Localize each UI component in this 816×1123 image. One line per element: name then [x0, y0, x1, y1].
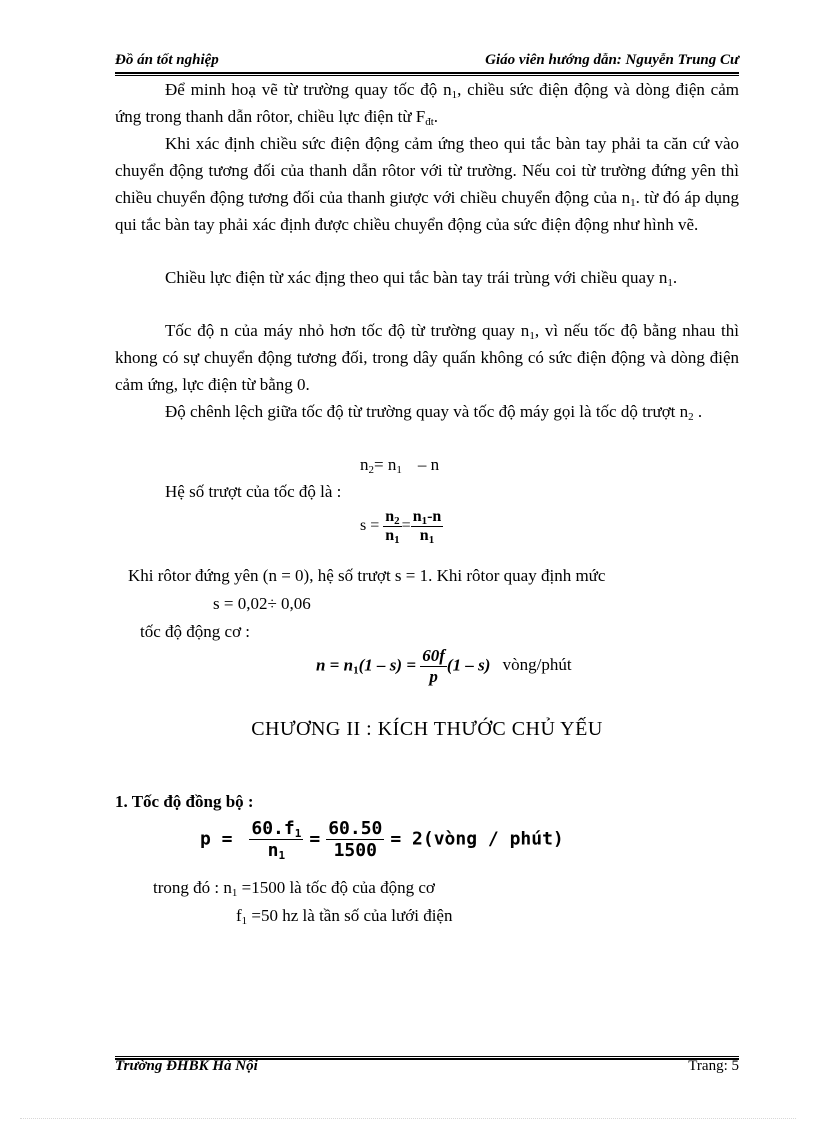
rated-slip-range: s = 0,02÷ 0,06 [213, 594, 311, 613]
equation-synchronous-speed: p = $\frac{60.f_1}{n_1}$ = $\frac{60.50}{1500}$ = 2(vòng / phút) [200, 818, 564, 862]
paragraph-slip-speed: Độ chênh lệch giữa tốc độ từ trường quay và tốc độ máy gọi là tốc dộ trượt $n_2$ . [165, 402, 703, 423]
chapter-title: CHƯƠNG II : KÍCH THƯỚC CHỦ YẾU [251, 718, 603, 740]
paragraph-left-hand-rule: Chiều lực điện từ xác địng theo qui tắc bàn tay trái trùng với chiều quay $n_1$. [165, 268, 678, 289]
where-grid-frequency: $f_1 =50$ hz là tần số của lưới điện [236, 906, 453, 927]
paragraph-right-hand-rule: Khi xác định chiều sức điện động cảm ứng theo qui tắc bàn tay phải ta căn cứ vào chuyển động tương đối của thanh dẫn rôtor với từ trường. Nếu coi từ trường đứng yên thì chiều chuyển động tương đối của thanh giược với chiều chuyển động của $n_1$. từ đó áp dụng qui tắc bàn tay phải xác định được chiều chuyển động của sức điện động như hình vẽ. [115, 134, 739, 234]
header-advisor: Giáo viên hướng dẫn: Nguyễn Trung Cư [485, 52, 739, 68]
equation-motor-speed: $n = n_1(1 - s)$ = $\frac{60f}{p}$ (1 – s) vòng/phút [316, 646, 572, 686]
paragraph-speed-relation: Tốc độ n của máy nhỏ hơn tốc độ từ trường quay $n_1$, vì nếu tốc độ bằng nhau thì khong có sự chuyển động tương đối, trong dây quấn không có sức điện động và dòng điện cảm ứng, lực điện từ bằng 0. [115, 321, 739, 394]
equation-slip-speed: $n_2= n_1 - n$ [360, 455, 440, 476]
header-project-title: Đồ án tốt nghiệp [115, 52, 219, 68]
paragraph-rotating-field: Để minh hoạ vẽ từ trường quay tốc độ $n_1$, chiều sức điện động và dòng điện cảm ứng trong thanh dẫn rôtor, chiều lực điện từ $F_{đt}$. [115, 80, 739, 128]
footer-page-number: Trang: 5 [688, 1058, 739, 1074]
rotor-slip-statement: Khi rôtor đứng yên (n = 0), hệ số trượt s = 1. Khi rôtor quay định mức [128, 566, 606, 585]
where-motor-speed: trong đó : $n_1 =1500$ là tốc độ của động cơ [153, 878, 435, 899]
page-footer [115, 1058, 739, 1082]
slip-coefficient-label: Hệ số trượt của tốc độ là : [165, 482, 342, 501]
section-heading: 1. Tốc độ đồng bộ : [115, 792, 254, 811]
motor-speed-label: tốc độ động cơ : [140, 622, 251, 641]
footer-university: Trường ĐHBK Hà Nội [115, 1058, 258, 1074]
equation-slip-coefficient: s = $\frac{n_2}{n_1}$ = $\frac{n_1-n}{n_1}$ [360, 508, 442, 546]
page-bottom-edge [20, 1118, 796, 1119]
